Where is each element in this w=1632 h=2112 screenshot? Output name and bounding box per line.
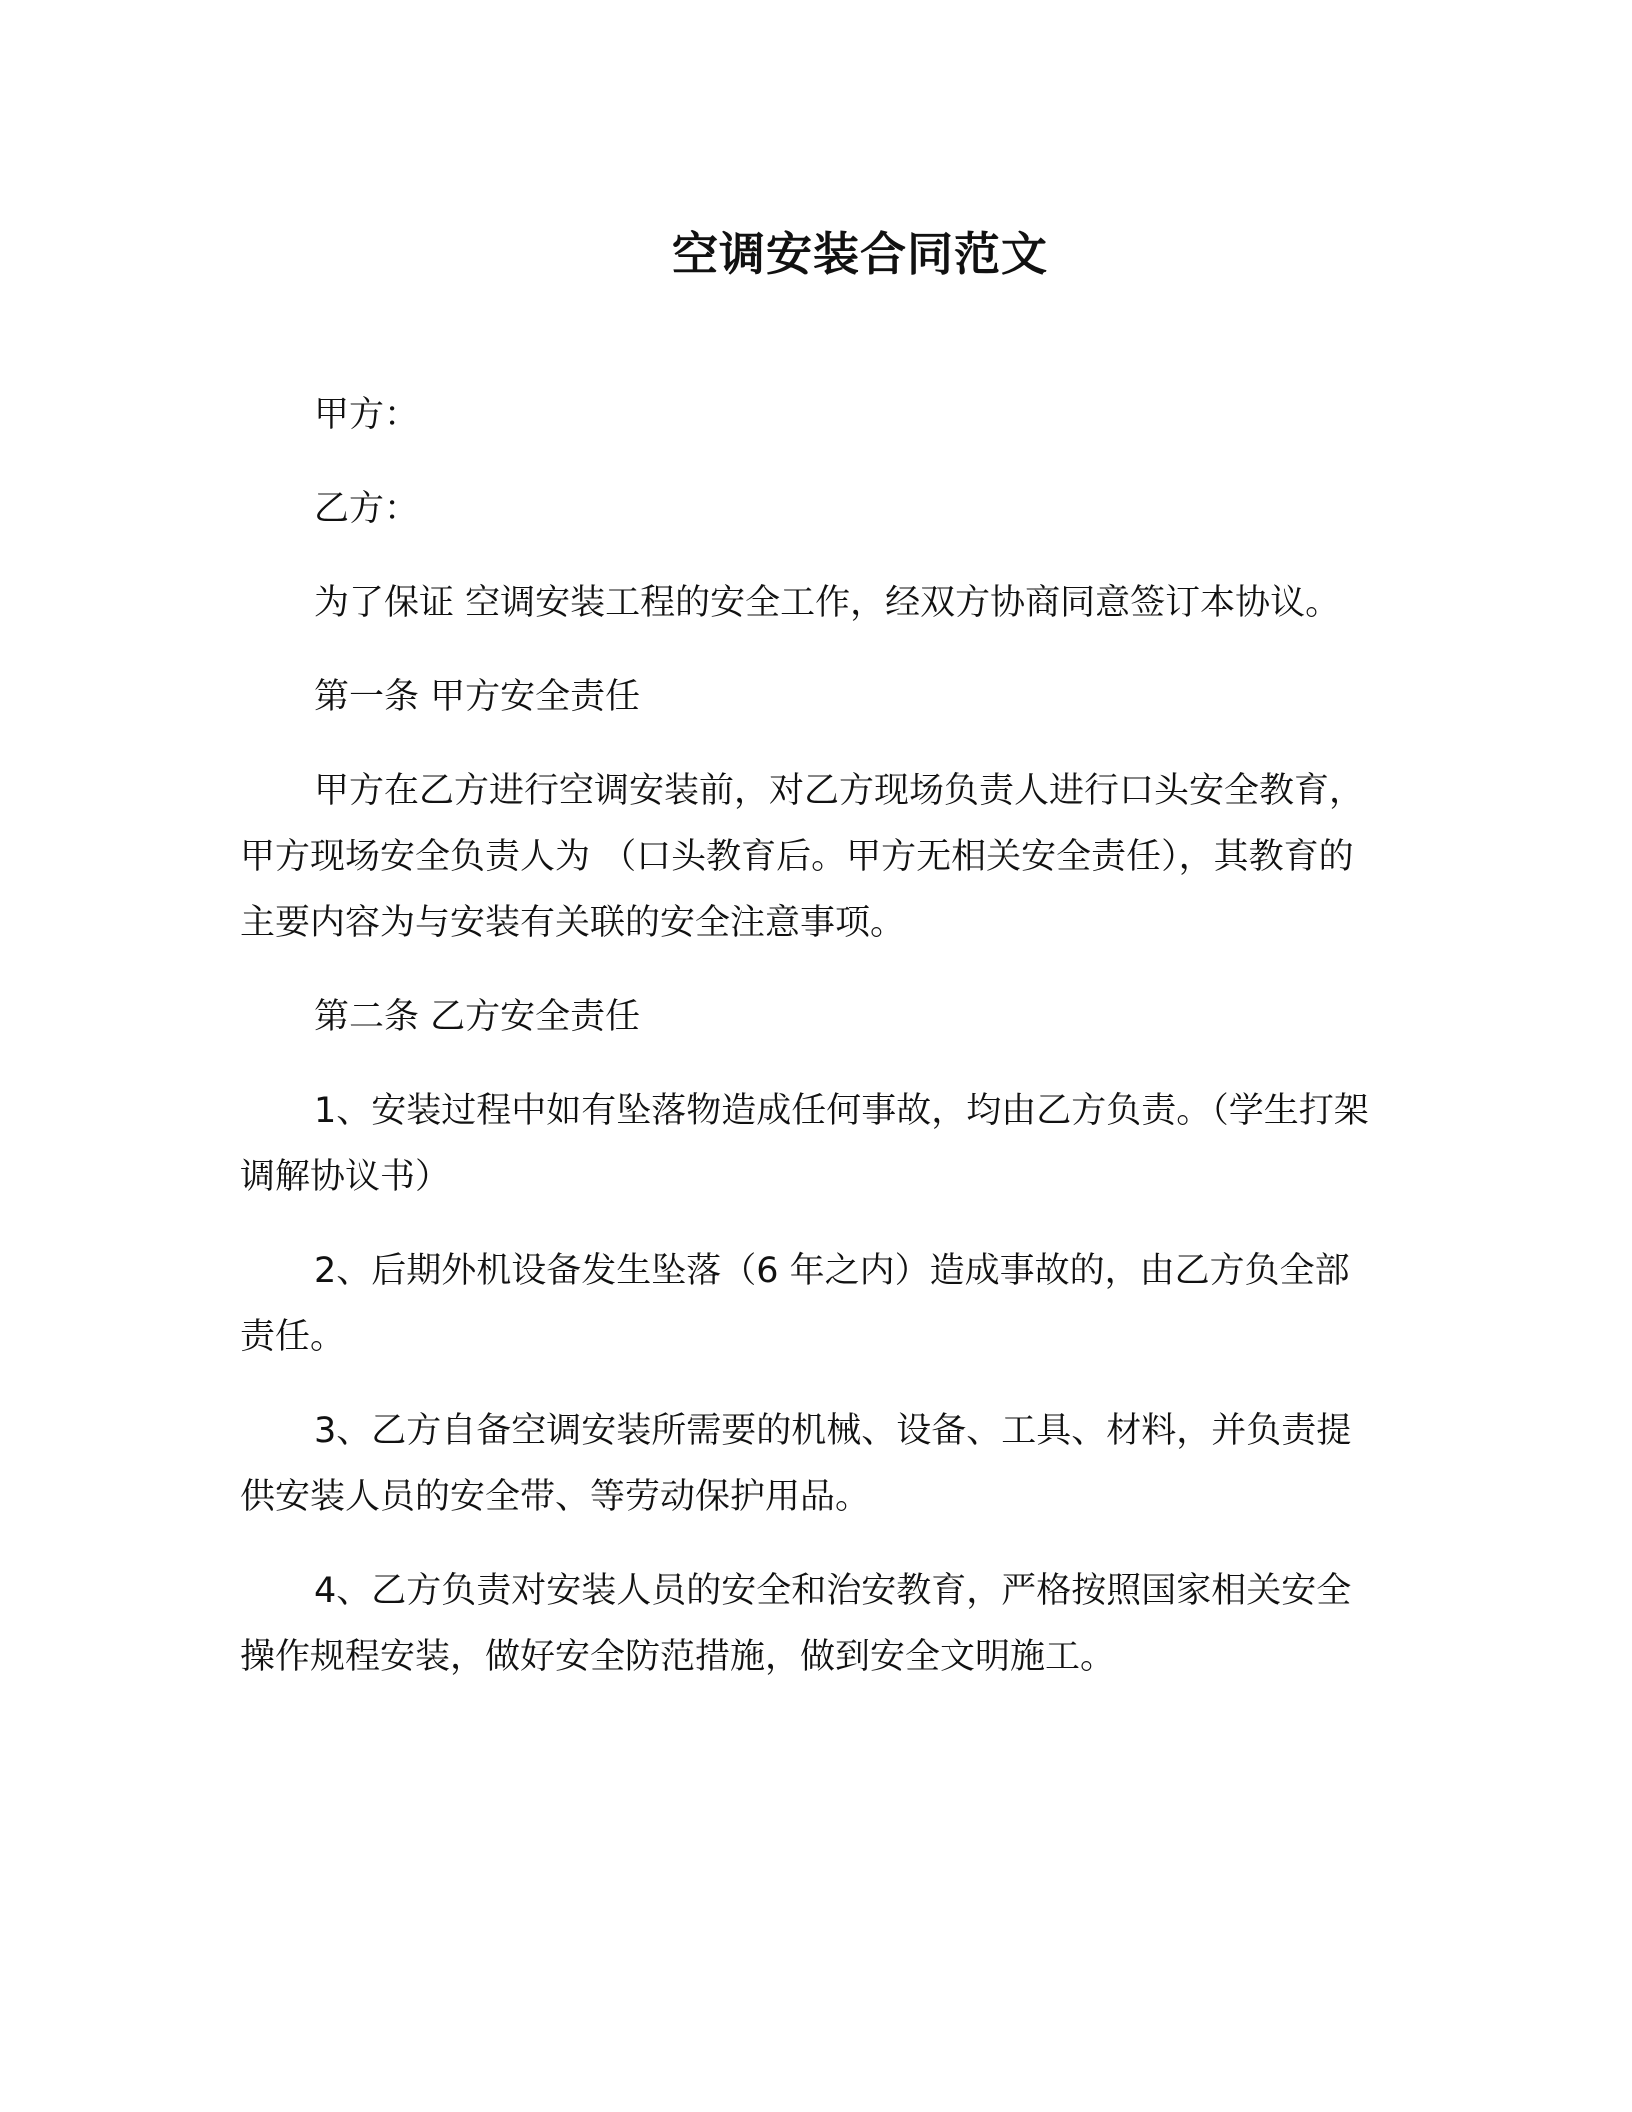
document-body [240,382,1376,1718]
document-title: 空调安装合同范文 [672,227,1048,281]
party-b-line: 乙方： [314,489,420,529]
clause-2: 2、后期外机设备发生坠落（6 年之内）造成事故的，由乙方负全部责任。 [240,1251,1350,1357]
intro-paragraph: 为了保证 空调安装工程的安全工作，经双方协商同意签订本协议。 [314,583,1341,623]
clause-3: 3、乙方自备空调安装所需要的机械、设备、工具、材料，并负责提供安装人员的安全带、等劳动保护用品。 [240,1411,1352,1517]
article-two-heading: 第二条 乙方安全责任 [314,997,641,1037]
article-one-heading: 第一条 甲方安全责任 [314,677,641,717]
article-one-paragraph: 甲方在乙方进行空调安装前，对乙方现场负责人进行口头安全教育，甲方现场安全负责人为 （口头教育后。甲方无相关安全责任），其教育的主要内容为与安装有关联的安全注意事项。 [240,771,1365,943]
clause-1: 1、安装过程中如有坠落物造成任何事故，均由乙方负责。（学生打架调解协议书） [240,1091,1369,1197]
clause-4: 4、乙方负责对安装人员的安全和治安教育，严格按照国家相关安全操作规程安装，做好安全防范措施，做到安全文明施工。 [240,1571,1352,1677]
party-a-line: 甲方： [314,395,420,435]
